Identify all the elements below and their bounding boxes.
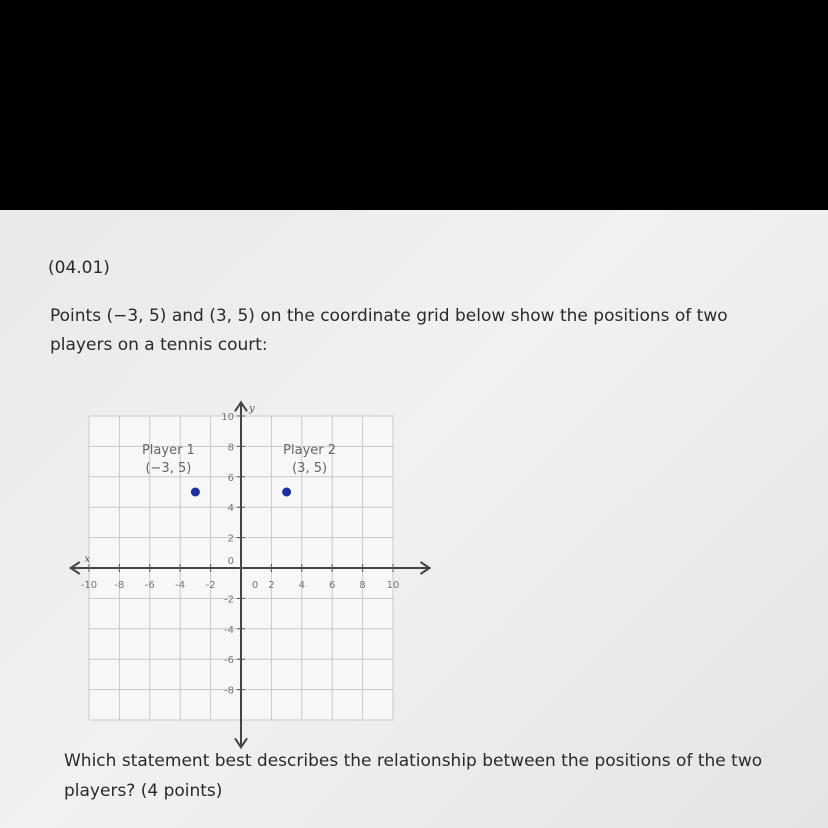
y-tick-label: -4 [224, 624, 234, 636]
y-tick-label: 6 [227, 472, 234, 484]
x-tick-label: 4 [298, 580, 305, 591]
x-tick-label: 10 [386, 580, 400, 591]
player-2-coords: (3, 5) [292, 461, 328, 476]
player-2-point [282, 488, 291, 497]
y-tick-label: -6 [224, 655, 234, 667]
y-tick-label: -2 [224, 594, 234, 606]
x-tick-label: -4 [175, 580, 186, 591]
x-tick-label: 6 [329, 580, 336, 591]
y-tick-label: -8 [224, 685, 234, 697]
y-tick-label: 0 [227, 556, 234, 567]
y-tick-label: 10 [221, 412, 234, 423]
question-prompt: Points (−3, 5) and (3, 5) on the coordinate grid below show the positions of two players on a tennis court: [50, 306, 728, 355]
coordinate-grid [0, 210, 828, 828]
coordinate-grid-svg [0, 210, 828, 828]
y-axis-name: y [249, 403, 255, 415]
player-1-point [191, 488, 200, 497]
y-tick-label: 2 [227, 533, 234, 545]
player-1-label: Player 1 [141, 443, 195, 458]
x-axis-name: x [84, 554, 91, 565]
question-code: (04.01) [48, 258, 110, 278]
question-text: Which statement best describes the relationship between the positions of the two players? (4 points) [64, 751, 763, 801]
x-tick-label: -2 [205, 580, 216, 591]
player-1-coords: (−3, 5) [145, 461, 192, 476]
worksheet-screen [0, 210, 828, 828]
x-tick-label: 8 [359, 580, 366, 591]
player-2-label: Player 2 [283, 443, 337, 458]
x-tick-label: 0 [251, 580, 259, 591]
x-tick-label: -8 [114, 580, 125, 591]
x-tick-label: 2 [268, 580, 275, 591]
x-tick-label: -10 [80, 580, 98, 591]
x-tick-label: -6 [144, 580, 155, 591]
y-tick-label: 8 [227, 442, 234, 454]
y-tick-label: 4 [227, 503, 234, 515]
